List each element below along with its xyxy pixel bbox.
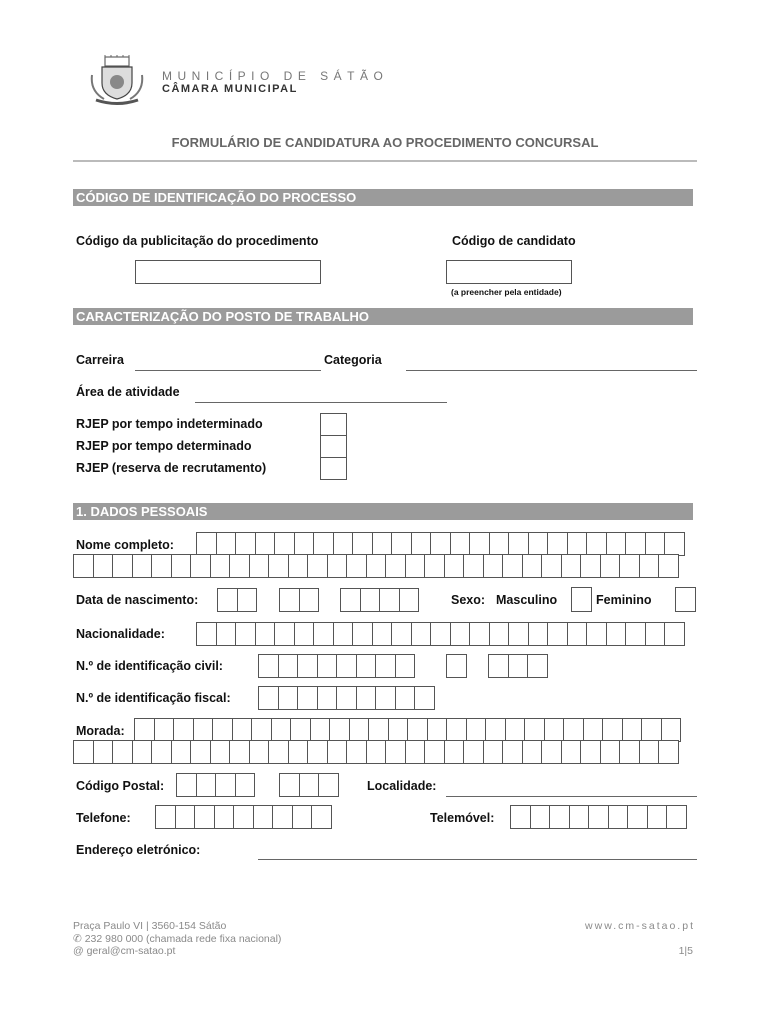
char-cell[interactable] — [346, 554, 367, 578]
char-cell[interactable] — [622, 718, 643, 742]
char-cell[interactable] — [510, 805, 531, 829]
char-cell[interactable] — [299, 773, 320, 797]
full-name-cells-row2[interactable] — [73, 554, 678, 578]
char-cell[interactable] — [664, 532, 685, 556]
char-cell[interactable] — [444, 740, 465, 764]
char-cell[interactable] — [311, 805, 332, 829]
char-cell[interactable] — [580, 740, 601, 764]
phone-label: Telefone: — [76, 811, 131, 825]
char-cell[interactable] — [93, 554, 114, 578]
char-cell[interactable] — [444, 554, 465, 578]
rjep-checkbox-reserve[interactable] — [320, 457, 347, 480]
section-id-header: CÓDIGO DE IDENTIFICAÇÃO DO PROCESSO — [73, 189, 693, 206]
civil-id-version-cells[interactable] — [488, 654, 547, 678]
char-cell[interactable] — [212, 718, 233, 742]
char-cell[interactable] — [424, 554, 445, 578]
char-cell[interactable] — [278, 686, 299, 710]
char-cell[interactable] — [215, 773, 236, 797]
char-cell[interactable] — [272, 805, 293, 829]
char-cell[interactable] — [134, 718, 155, 742]
char-cell[interactable] — [450, 622, 471, 646]
rjep-option-indeterminate: RJEP por tempo indeterminado — [76, 417, 263, 431]
char-cell[interactable] — [527, 654, 548, 678]
char-cell[interactable] — [279, 773, 300, 797]
char-cell[interactable] — [327, 740, 348, 764]
birth-day-cells[interactable] — [217, 588, 256, 612]
char-cell[interactable] — [235, 773, 256, 797]
char-cell[interactable] — [522, 554, 543, 578]
char-cell[interactable] — [502, 740, 523, 764]
char-cell[interactable] — [288, 554, 309, 578]
char-cell[interactable] — [645, 532, 666, 556]
char-cell[interactable] — [352, 622, 373, 646]
char-cell[interactable] — [196, 622, 217, 646]
activity-label: Área de atividade — [76, 385, 180, 399]
rjep-option-determinate: RJEP por tempo determinado — [76, 439, 252, 453]
char-cell[interactable] — [606, 532, 627, 556]
char-cell[interactable] — [360, 588, 381, 612]
char-cell[interactable] — [249, 554, 270, 578]
civil-id-label: N.º de identificação civil: — [76, 659, 223, 673]
form-title: FORMULÁRIO DE CANDIDATURA AO PROCEDIMENTO CONCURSAL — [171, 135, 599, 150]
char-cell[interactable] — [112, 554, 133, 578]
char-cell[interactable] — [196, 532, 217, 556]
char-cell[interactable] — [530, 805, 551, 829]
char-cell[interactable] — [274, 622, 295, 646]
char-cell[interactable] — [639, 554, 660, 578]
char-cell[interactable] — [489, 532, 510, 556]
char-cell[interactable] — [235, 532, 256, 556]
female-label: Feminino — [596, 593, 652, 607]
char-cell[interactable] — [395, 654, 416, 678]
section-post-header: CARACTERIZAÇÃO DO POSTO DE TRABALHO — [73, 308, 693, 325]
char-cell[interactable] — [647, 805, 668, 829]
rjep-checkbox-indeterminate[interactable] — [320, 413, 347, 436]
mobile-cells[interactable] — [510, 805, 686, 829]
char-cell[interactable] — [214, 805, 235, 829]
char-cell[interactable] — [151, 740, 172, 764]
char-cell[interactable] — [307, 554, 328, 578]
char-cell[interactable] — [151, 554, 172, 578]
address-cells-row2[interactable] — [73, 740, 678, 764]
char-cell[interactable] — [292, 805, 313, 829]
char-cell[interactable] — [279, 588, 300, 612]
footer-address: Praça Paulo VI | 3560-154 Sátão — [73, 920, 227, 932]
civil-id-number-cells[interactable] — [258, 654, 414, 678]
char-cell[interactable] — [366, 740, 387, 764]
char-cell[interactable] — [318, 773, 339, 797]
char-cell[interactable] — [641, 718, 662, 742]
career-label: Carreira — [76, 353, 124, 367]
char-cell[interactable] — [271, 718, 292, 742]
publication-code-label: Código da publicitação do procedimento — [76, 234, 319, 248]
char-cell[interactable] — [235, 622, 256, 646]
rjep-option-reserve: RJEP (reserva de recrutamento) — [76, 461, 267, 475]
char-cell[interactable] — [294, 532, 315, 556]
char-cell[interactable] — [541, 554, 562, 578]
char-cell[interactable] — [411, 532, 432, 556]
full-name-cells-row1[interactable] — [196, 532, 684, 556]
char-cell[interactable] — [196, 773, 217, 797]
council-name: CÂMARA MUNICIPAL — [162, 83, 298, 95]
char-cell[interactable] — [258, 686, 279, 710]
char-cell[interactable] — [508, 654, 529, 678]
char-cell[interactable] — [489, 622, 510, 646]
address-label: Morada: — [76, 724, 125, 738]
char-cell[interactable] — [505, 718, 526, 742]
char-cell[interactable] — [171, 554, 192, 578]
char-cell[interactable] — [586, 622, 607, 646]
char-cell[interactable] — [368, 718, 389, 742]
char-cell[interactable] — [317, 654, 338, 678]
publication-code-input[interactable] — [135, 260, 321, 284]
char-cell[interactable] — [216, 532, 237, 556]
nationality-label: Nacionalidade: — [76, 627, 165, 641]
tax-id-cells[interactable] — [258, 686, 434, 710]
municipality-name: MUNICÍPIO DE SÁTÃO — [162, 69, 389, 83]
char-cell[interactable] — [549, 805, 570, 829]
char-cell[interactable] — [251, 718, 272, 742]
email-label: Endereço eletrónico: — [76, 843, 201, 857]
char-cell[interactable] — [405, 740, 426, 764]
char-cell[interactable] — [336, 654, 357, 678]
char-cell[interactable] — [395, 686, 416, 710]
candidate-code-input[interactable] — [446, 260, 572, 284]
char-cell[interactable] — [190, 740, 211, 764]
title-divider — [73, 160, 697, 162]
char-cell[interactable] — [310, 718, 331, 742]
char-cell[interactable] — [299, 588, 320, 612]
char-cell[interactable] — [466, 718, 487, 742]
char-cell[interactable] — [430, 532, 451, 556]
char-cell[interactable] — [176, 773, 197, 797]
char-cell[interactable] — [608, 805, 629, 829]
char-cell[interactable] — [333, 532, 354, 556]
char-cell[interactable] — [666, 805, 687, 829]
char-cell[interactable] — [73, 554, 94, 578]
char-cell[interactable] — [399, 588, 420, 612]
char-cell[interactable] — [336, 686, 357, 710]
char-cell[interactable] — [175, 805, 196, 829]
char-cell[interactable] — [606, 622, 627, 646]
char-cell[interactable] — [154, 718, 175, 742]
char-cell[interactable] — [427, 718, 448, 742]
char-cell[interactable] — [268, 554, 289, 578]
char-cell[interactable] — [391, 622, 412, 646]
char-cell[interactable] — [508, 532, 529, 556]
char-cell[interactable] — [658, 554, 679, 578]
char-cell[interactable] — [278, 654, 299, 678]
char-cell[interactable] — [352, 532, 373, 556]
char-cell[interactable] — [658, 740, 679, 764]
male-label: Masculino — [496, 593, 558, 607]
char-cell[interactable] — [249, 740, 270, 764]
char-cell[interactable] — [294, 622, 315, 646]
email-input[interactable] — [258, 859, 697, 860]
char-cell[interactable] — [255, 532, 276, 556]
char-cell[interactable] — [541, 740, 562, 764]
rjep-checkbox-determinate[interactable] — [320, 435, 347, 458]
char-cell[interactable] — [567, 532, 588, 556]
char-cell[interactable] — [661, 718, 682, 742]
char-cell[interactable] — [407, 718, 428, 742]
char-cell[interactable] — [93, 740, 114, 764]
char-cell[interactable] — [639, 740, 660, 764]
char-cell[interactable] — [132, 740, 153, 764]
char-cell[interactable] — [340, 588, 361, 612]
char-cell[interactable] — [561, 740, 582, 764]
char-cell[interactable] — [385, 554, 406, 578]
char-cell[interactable] — [255, 622, 276, 646]
char-cell[interactable] — [600, 740, 621, 764]
char-cell[interactable] — [485, 718, 506, 742]
char-cell[interactable] — [210, 740, 231, 764]
char-cell[interactable] — [297, 654, 318, 678]
footer-website[interactable]: www.cm-satao.pt — [585, 920, 695, 932]
char-cell[interactable] — [586, 532, 607, 556]
char-cell[interactable] — [356, 654, 377, 678]
civil-id-check-digit-cell[interactable] — [446, 654, 466, 678]
char-cell[interactable] — [290, 718, 311, 742]
char-cell[interactable] — [524, 718, 545, 742]
char-cell[interactable] — [73, 740, 94, 764]
char-cell[interactable] — [297, 686, 318, 710]
char-cell[interactable] — [173, 718, 194, 742]
female-checkbox[interactable] — [675, 587, 696, 612]
char-cell[interactable] — [463, 554, 484, 578]
char-cell[interactable] — [375, 686, 396, 710]
char-cell[interactable] — [171, 740, 192, 764]
char-cell[interactable] — [411, 622, 432, 646]
char-cell[interactable] — [229, 740, 250, 764]
char-cell[interactable] — [483, 554, 504, 578]
char-cell[interactable] — [625, 532, 646, 556]
char-cell[interactable] — [588, 805, 609, 829]
char-cell[interactable] — [232, 718, 253, 742]
category-label: Categoria — [324, 353, 382, 367]
male-checkbox[interactable] — [571, 587, 592, 612]
char-cell[interactable] — [469, 532, 490, 556]
char-cell[interactable] — [567, 622, 588, 646]
char-cell[interactable] — [112, 740, 133, 764]
locality-label: Localidade: — [367, 779, 437, 793]
char-cell[interactable] — [329, 718, 350, 742]
char-cell[interactable] — [463, 740, 484, 764]
locality-input[interactable] — [446, 796, 697, 797]
birth-year-cells[interactable] — [340, 588, 418, 612]
char-cell[interactable] — [580, 554, 601, 578]
char-cell[interactable] — [155, 805, 176, 829]
char-cell[interactable] — [450, 532, 471, 556]
char-cell[interactable] — [356, 686, 377, 710]
char-cell[interactable] — [233, 805, 254, 829]
char-cell[interactable] — [346, 740, 367, 764]
char-cell[interactable] — [229, 554, 250, 578]
tax-id-label: N.º de identificação fiscal: — [76, 691, 231, 705]
postal-code-label: Código Postal: — [76, 779, 165, 793]
char-cell[interactable] — [210, 554, 231, 578]
char-cell[interactable] — [544, 718, 565, 742]
char-cell[interactable] — [274, 532, 295, 556]
char-cell[interactable] — [430, 622, 451, 646]
char-cell[interactable] — [561, 554, 582, 578]
char-cell[interactable] — [385, 740, 406, 764]
char-cell[interactable] — [414, 686, 435, 710]
char-cell[interactable] — [547, 622, 568, 646]
birth-date-label: Data de nascimento: — [76, 593, 199, 607]
char-cell[interactable] — [619, 554, 640, 578]
char-cell[interactable] — [190, 554, 211, 578]
char-cell[interactable] — [528, 622, 549, 646]
char-cell[interactable] — [327, 554, 348, 578]
char-cell[interactable] — [372, 622, 393, 646]
char-cell[interactable] — [469, 622, 490, 646]
char-cell[interactable] — [508, 622, 529, 646]
activity-input[interactable] — [195, 402, 447, 403]
postal-code-suffix-cells[interactable] — [279, 773, 338, 797]
footer-phone: ✆ 232 980 000 (chamada rede fixa nacional) — [73, 933, 282, 945]
char-cell[interactable] — [132, 554, 153, 578]
birth-month-cells[interactable] — [279, 588, 318, 612]
char-cell[interactable] — [253, 805, 274, 829]
char-cell[interactable] — [547, 532, 568, 556]
char-cell[interactable] — [446, 718, 467, 742]
char-cell[interactable] — [317, 686, 338, 710]
char-cell[interactable] — [366, 554, 387, 578]
char-cell[interactable] — [288, 740, 309, 764]
char-cell[interactable] — [583, 718, 604, 742]
char-cell[interactable] — [446, 654, 467, 678]
char-cell[interactable] — [375, 654, 396, 678]
char-cell[interactable] — [379, 588, 400, 612]
char-cell[interactable] — [388, 718, 409, 742]
char-cell[interactable] — [528, 532, 549, 556]
char-cell[interactable] — [216, 622, 237, 646]
char-cell[interactable] — [405, 554, 426, 578]
category-input[interactable] — [406, 370, 697, 371]
sex-label: Sexo: — [451, 593, 486, 607]
career-input[interactable] — [135, 370, 321, 371]
phone-cells[interactable] — [155, 805, 331, 829]
char-cell[interactable] — [194, 805, 215, 829]
char-cell[interactable] — [237, 588, 258, 612]
char-cell[interactable] — [600, 554, 621, 578]
section-personal-header: 1. DADOS PESSOAIS — [73, 503, 693, 520]
nationality-cells[interactable] — [196, 622, 684, 646]
char-cell[interactable] — [193, 718, 214, 742]
char-cell[interactable] — [602, 718, 623, 742]
coat-of-arms-logo — [88, 55, 146, 107]
full-name-label: Nome completo: — [76, 538, 174, 552]
candidate-code-label: Código de candidato — [452, 234, 576, 248]
char-cell[interactable] — [333, 622, 354, 646]
char-cell[interactable] — [645, 622, 666, 646]
char-cell[interactable] — [569, 805, 590, 829]
char-cell[interactable] — [349, 718, 370, 742]
char-cell[interactable] — [522, 740, 543, 764]
char-cell[interactable] — [625, 622, 646, 646]
char-cell[interactable] — [619, 740, 640, 764]
char-cell[interactable] — [424, 740, 445, 764]
char-cell[interactable] — [483, 740, 504, 764]
char-cell[interactable] — [217, 588, 238, 612]
address-cells-row1[interactable] — [134, 718, 680, 742]
footer-email: @ geral@cm-satao.pt — [73, 945, 176, 957]
char-cell[interactable] — [391, 532, 412, 556]
char-cell[interactable] — [313, 532, 334, 556]
char-cell[interactable] — [627, 805, 648, 829]
postal-code-main-cells[interactable] — [176, 773, 254, 797]
char-cell[interactable] — [502, 554, 523, 578]
entity-note: (a preencher pela entidade) — [451, 287, 562, 297]
footer-page-number: 1|5 — [678, 945, 693, 957]
char-cell[interactable] — [372, 532, 393, 556]
char-cell[interactable] — [313, 622, 334, 646]
char-cell[interactable] — [307, 740, 328, 764]
char-cell[interactable] — [488, 654, 509, 678]
char-cell[interactable] — [563, 718, 584, 742]
char-cell[interactable] — [664, 622, 685, 646]
mobile-label: Telemóvel: — [430, 811, 495, 825]
char-cell[interactable] — [268, 740, 289, 764]
char-cell[interactable] — [258, 654, 279, 678]
